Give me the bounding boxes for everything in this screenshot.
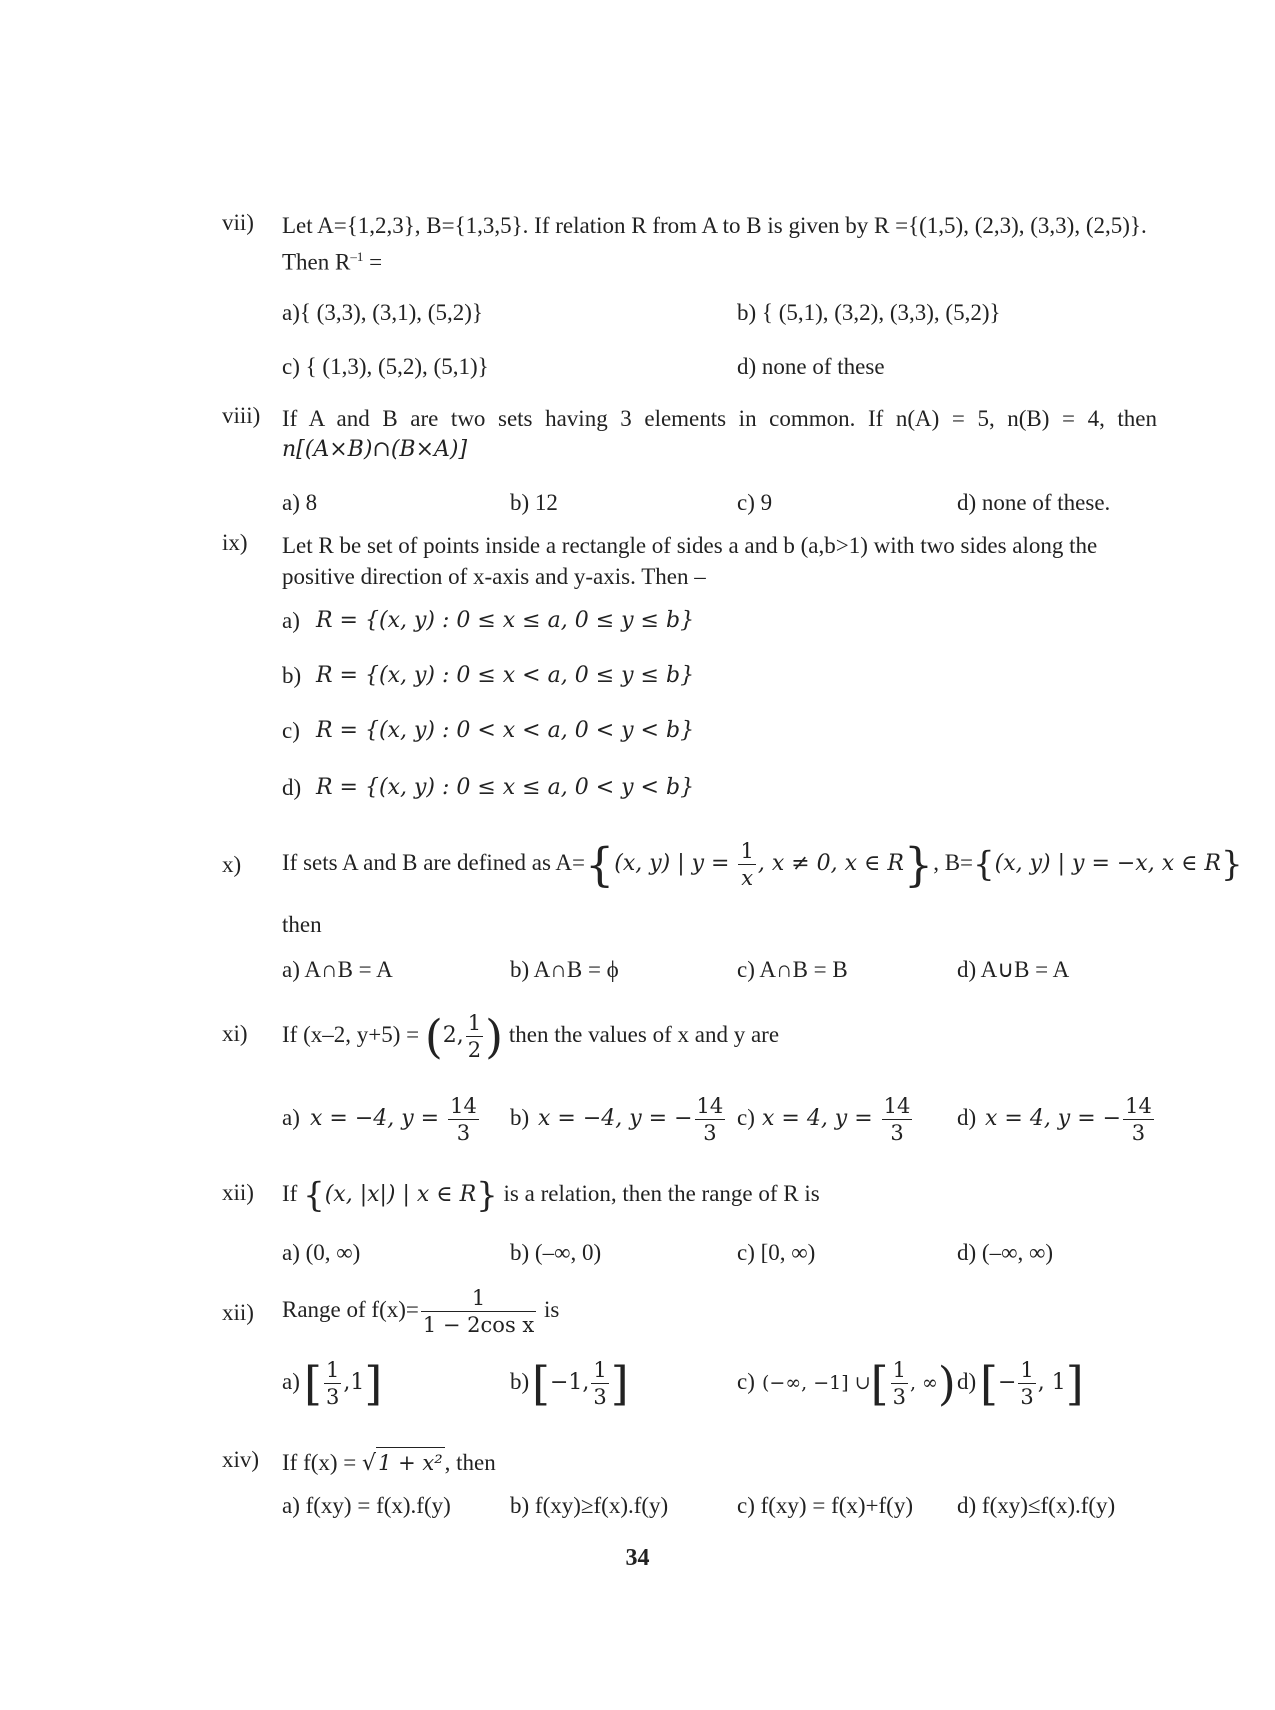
right-brace: } [903,837,934,892]
fraction-denominator: 3 [695,1119,726,1146]
option-d: d) none of these [737,354,885,379]
option-label: d) [282,775,302,800]
option-a: a) (0, ∞) [282,1240,361,1265]
option-label: a) [282,1369,300,1394]
interval-end: , 1 [1037,1369,1066,1395]
fraction-numerator: 1 [471,1286,486,1311]
question-number: xi) [222,1021,248,1046]
right-paren: ) [485,1009,504,1064]
expression-row [282,437,1162,477]
option-expr: x = 4, y = [762,1105,880,1131]
question-13 [222,1280,1157,1340]
option-a-row [282,608,1162,648]
option-a: a) A∩B = A [282,957,393,982]
right-brace: } [476,1175,498,1216]
fraction [695,1093,726,1146]
right-paren: ) [937,1356,956,1411]
question-7 [222,210,1157,278]
left-bracket: [ [870,1356,889,1411]
fraction-denominator: 3 [593,1385,607,1409]
fraction [882,1093,913,1146]
option-label: b) [510,1105,530,1130]
question-12 [222,1174,1157,1215]
fraction-numerator: 14 [1125,1094,1152,1118]
fraction-denominator: 2 [467,1038,482,1063]
option-c: c) 9 [737,490,773,515]
sqrt-body: 1 + x² [376,1447,445,1479]
right-bracket: ] [364,1356,383,1411]
option-b: R = {(x, y) : 0 ≤ x < a, 0 ≤ y ≤ b} [316,663,695,688]
option-label: d) [957,1105,977,1130]
fraction-denominator: 3 [1020,1385,1034,1409]
left-brace: { [584,837,615,892]
set-expression: n[(A×B)∩(B×A)] [282,437,468,462]
question-stem [282,1174,1157,1215]
option-c-row [282,718,1162,758]
stem-text: If [282,1181,298,1206]
option-expr: x = 4, y = − [985,1105,1122,1131]
option-d: R = {(x, y) : 0 ≤ x ≤ a, 0 < y < b} [316,775,695,800]
option-label: d) [957,1369,977,1394]
stem-text: If sets A and B are defined as A= [282,850,585,875]
stem-text: If f(x) = [282,1450,357,1475]
options-row [282,300,1162,340]
option-c: c) { (1,3), (5,2), (5,1)} [282,354,489,379]
options-row [282,354,1162,394]
fraction-numerator: 14 [450,1094,477,1118]
option-d: d) (–∞, ∞) [957,1240,1054,1265]
options-row [282,1357,1162,1417]
then-text: then [282,912,322,937]
stem-text: is [544,1297,560,1322]
question-10 [222,837,1243,892]
question-stem [282,837,1243,892]
fraction [891,1357,908,1410]
stem-text: If (x–2, y+5) = [282,1022,420,1047]
fraction-denominator: 1 − 2cos x [422,1313,535,1338]
question-number: xii) [222,1300,254,1325]
option-d: d) f(xy)≤f(x).f(y) [957,1493,1116,1518]
fraction-denominator: 3 [448,1119,479,1146]
option-a: a) f(xy) = f(x).f(y) [282,1493,451,1518]
stem-text: is a relation, then the range of R is [503,1181,820,1206]
option-c [762,1093,914,1146]
option-label: c) [737,1105,755,1130]
stem-text: , then [444,1450,496,1475]
set-b-condition: (x, y) | y = −x, x ∈ R [994,851,1221,876]
interval-start: (−∞, −1] ∪ [762,1371,871,1394]
stem-text: Range of f(x)= [282,1297,419,1322]
left-brace: { [303,1175,325,1216]
option-b: b) A∩B = ϕ [510,957,619,982]
option-a: R = {(x, y) : 0 ≤ x ≤ a, 0 ≤ y ≤ b} [316,608,695,633]
option-label: c) [737,1369,755,1394]
option-expr: x = −4, y = [310,1105,447,1131]
question-stem: Let R be set of points inside a rectangle of sides a and b (a,b>1) with two sides along the positive direction of x-axis and y-axis. Then – [282,533,1098,589]
option-label: b) [510,1369,530,1394]
interval-start: −1, [549,1369,590,1395]
fraction-numerator: 1 [740,839,754,864]
option-b [538,1093,727,1146]
fraction [738,838,755,891]
option-label: a) [282,608,300,633]
left-bracket: [ [532,1356,550,1411]
fraction-denominator: 3 [892,1385,906,1409]
question-number: xii) [222,1180,254,1205]
page-number: 34 [625,1545,650,1571]
fraction-denominator: 3 [1123,1119,1154,1146]
option-c: R = {(x, y) : 0 < x < a, 0 < y < b} [316,718,695,743]
fraction-numerator: 1 [467,1011,482,1036]
set-a-domain: , x ≠ 0, x ∈ R [757,851,904,876]
question-stem [282,210,1157,278]
right-brace: } [1220,844,1243,885]
options-row [282,490,1162,530]
question-9 [222,530,1157,592]
option-label: a) [282,1105,300,1130]
options-row [282,1093,1162,1153]
option-d [985,1093,1156,1146]
fraction-numerator: 14 [696,1094,724,1118]
pair-first: 2, [442,1023,464,1048]
option-c: c) f(xy) = f(x)+f(y) [737,1493,913,1518]
left-bracket: [ [304,1356,322,1411]
fraction [324,1357,341,1410]
inverse-superscript: –1 [350,249,364,264]
question-number: viii) [222,403,261,428]
option-b: b) f(xy)≥f(x).f(y) [510,1493,669,1518]
options-row [282,1493,1162,1533]
option-c: c) A∩B = B [737,957,848,982]
options-row [282,1240,1162,1280]
fraction-numerator: 14 [883,1094,911,1118]
fraction-denominator: 3 [882,1119,913,1146]
option-a: a){ (3,3), (3,1), (5,2)} [282,300,483,325]
relation-set: (x, |x|) | x ∈ R [324,1182,477,1207]
interval-end: ,1 [343,1369,365,1395]
set-a-condition: (x, y) | y = [614,851,737,876]
options-row [282,957,1162,997]
option-a [310,1093,481,1146]
option-b: b) 12 [510,490,558,515]
fraction-numerator: 1 [892,1358,906,1382]
option-expr: x = −4, y = − [538,1105,693,1131]
sqrt-sign: √ [362,1451,377,1476]
stem-text: then the values of x and y are [508,1022,780,1047]
left-bracket: [ [980,1356,998,1411]
option-d [980,1357,1084,1410]
option-b-row [282,663,1162,703]
fraction [591,1357,608,1410]
right-bracket: ] [1065,1356,1084,1411]
option-b: b) (–∞, 0) [510,1240,602,1265]
fraction-numerator: 1 [593,1358,607,1382]
fraction [1018,1357,1035,1410]
fraction-denominator: 3 [325,1385,340,1409]
stem-text: , B= [933,850,973,875]
interval-end: , ∞ [909,1371,938,1394]
minus-sign: − [997,1369,1017,1395]
option-d: d) none of these. [957,490,1111,515]
option-c [762,1357,956,1410]
question-8 [222,403,1157,434]
question-stem: If A and B are two sets having 3 elements in common. If n(A) = 5, n(B) = 4, then [282,406,1157,431]
question-stem [282,1007,1157,1064]
option-b: b) { (5,1), (3,2), (3,3), (5,2)} [737,300,1001,325]
question-stem [282,1280,1157,1340]
stem-text: Let A={1,2,3}, B={1,3,5}. If relation R from A to B is given by R ={(1,5), (2,3), (3,3), (2,5)}. Then R [282,213,1147,275]
left-brace: { [973,844,995,885]
fraction [466,1010,483,1063]
fraction [421,1285,536,1338]
question-number: x) [222,852,242,877]
fraction [448,1093,479,1146]
fraction-numerator: 1 [1020,1358,1034,1382]
question-stem [282,1447,1157,1479]
right-bracket: ] [610,1356,629,1411]
question-11 [222,1007,1157,1064]
option-d: d) A∪B = A [957,957,1070,982]
fraction-denominator: x [738,864,755,891]
option-label: b) [282,663,302,688]
option-d-row [282,775,1162,815]
fraction [1123,1093,1154,1146]
question-number: vii) [222,210,254,235]
option-c: c) [0, ∞) [737,1240,816,1265]
question-number: ix) [222,530,248,555]
question-number: xiv) [222,1447,260,1472]
fraction-numerator: 1 [325,1358,340,1382]
option-label: c) [282,718,300,743]
then-row [282,912,1162,952]
stem-end: = [363,249,383,275]
question-14 [222,1447,1157,1479]
option-a: a) 8 [282,490,318,515]
left-paren: ( [424,1009,443,1064]
option-b [532,1357,629,1410]
option-a [304,1357,382,1410]
